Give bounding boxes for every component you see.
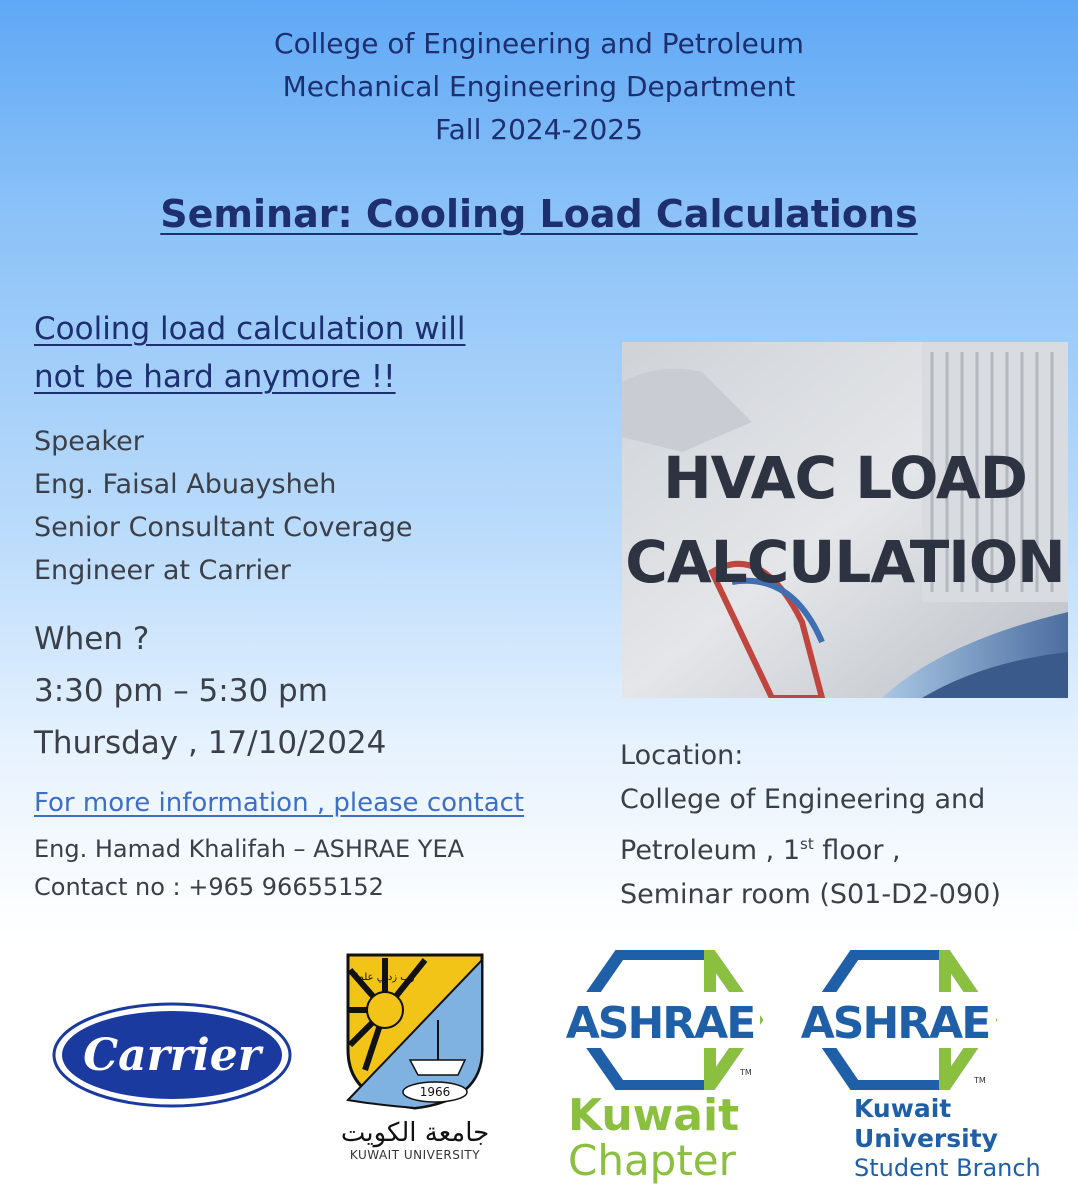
contact-phone: Contact no : +965 96655152: [34, 873, 384, 901]
hvac-image: [622, 342, 1068, 698]
speaker-role-1: Senior Consultant Coverage: [34, 512, 413, 543]
contact-block: [34, 830, 464, 906]
tagline-line2: not be hard anymore !!: [34, 359, 396, 395]
carrier-logo-text: Carrier: [83, 1030, 261, 1081]
svg-text:رب زدني علما: رب زدني علما: [355, 972, 415, 983]
ashrae-hexagon-icon-2: [790, 950, 1010, 1090]
semester: Fall 2024-2025: [435, 113, 643, 146]
ku-crest-icon: [340, 950, 490, 1110]
location-line3: Seminar room (S01-D2-090): [620, 879, 1001, 910]
event-time: 3:30 pm – 5:30 pm: [34, 673, 328, 709]
hvac-title-line2: CALCULATION: [625, 528, 1065, 596]
svg-text:1966: 1966: [419, 1085, 451, 1099]
svg-text:ASHRAE: ASHRAE: [565, 998, 755, 1049]
when-block: [34, 613, 386, 769]
speaker-block: [34, 420, 413, 592]
speaker-role-2: Engineer at Carrier: [34, 555, 291, 586]
location-line2: Petroleum , 1st floor ,: [620, 835, 901, 866]
svg-text:TM: TM: [974, 1076, 986, 1085]
contact-person: Eng. Hamad Khalifah – ASHRAE YEA: [34, 835, 465, 863]
hvac-title-line1: HVAC LOAD: [663, 444, 1027, 512]
ashrae-hexagon-icon: [560, 950, 770, 1090]
ashrae-student-branch-label: Student Branch: [854, 1154, 1041, 1182]
carrier-logo: [52, 1002, 292, 1108]
location-block: [620, 734, 1001, 917]
department-name: Mechanical Engineering Department: [282, 70, 796, 103]
ashrae-ku-label: Kuwait University: [854, 1094, 998, 1153]
tagline: [34, 305, 554, 401]
ashrae-kuwait-chapter-logo: [560, 950, 770, 1190]
ku-english-name: KUWAIT UNIVERSITY: [349, 1148, 481, 1162]
ku-arabic-name: جامعة الكويت: [340, 1118, 490, 1148]
seminar-title: Seminar: Cooling Load Calculations: [160, 192, 918, 236]
speaker-label: Speaker: [34, 426, 144, 457]
kuwait-university-logo: [340, 950, 490, 1180]
tagline-line1: Cooling load calculation will: [34, 311, 466, 347]
ashrae-student-branch-logo: [790, 950, 1070, 1182]
header: [0, 22, 1078, 151]
hvac-photo-icon: [622, 342, 1068, 698]
location-line1: College of Engineering and: [620, 784, 986, 815]
speaker-name: Eng. Faisal Abuaysheh: [34, 469, 337, 500]
ashrae-kuwait-label: Kuwait: [568, 1090, 740, 1141]
contact-link[interactable]: For more information , please contact: [34, 788, 525, 818]
svg-text:TM: TM: [740, 1068, 752, 1077]
ashrae-chapter-label: Chapter: [568, 1136, 736, 1185]
college-name: College of Engineering and Petroleum: [274, 27, 804, 60]
event-date: Thursday , 17/10/2024: [34, 725, 387, 761]
svg-text:ASHRAE: ASHRAE: [800, 998, 990, 1049]
when-label: When ?: [34, 621, 150, 657]
location-label: Location:: [620, 740, 744, 771]
